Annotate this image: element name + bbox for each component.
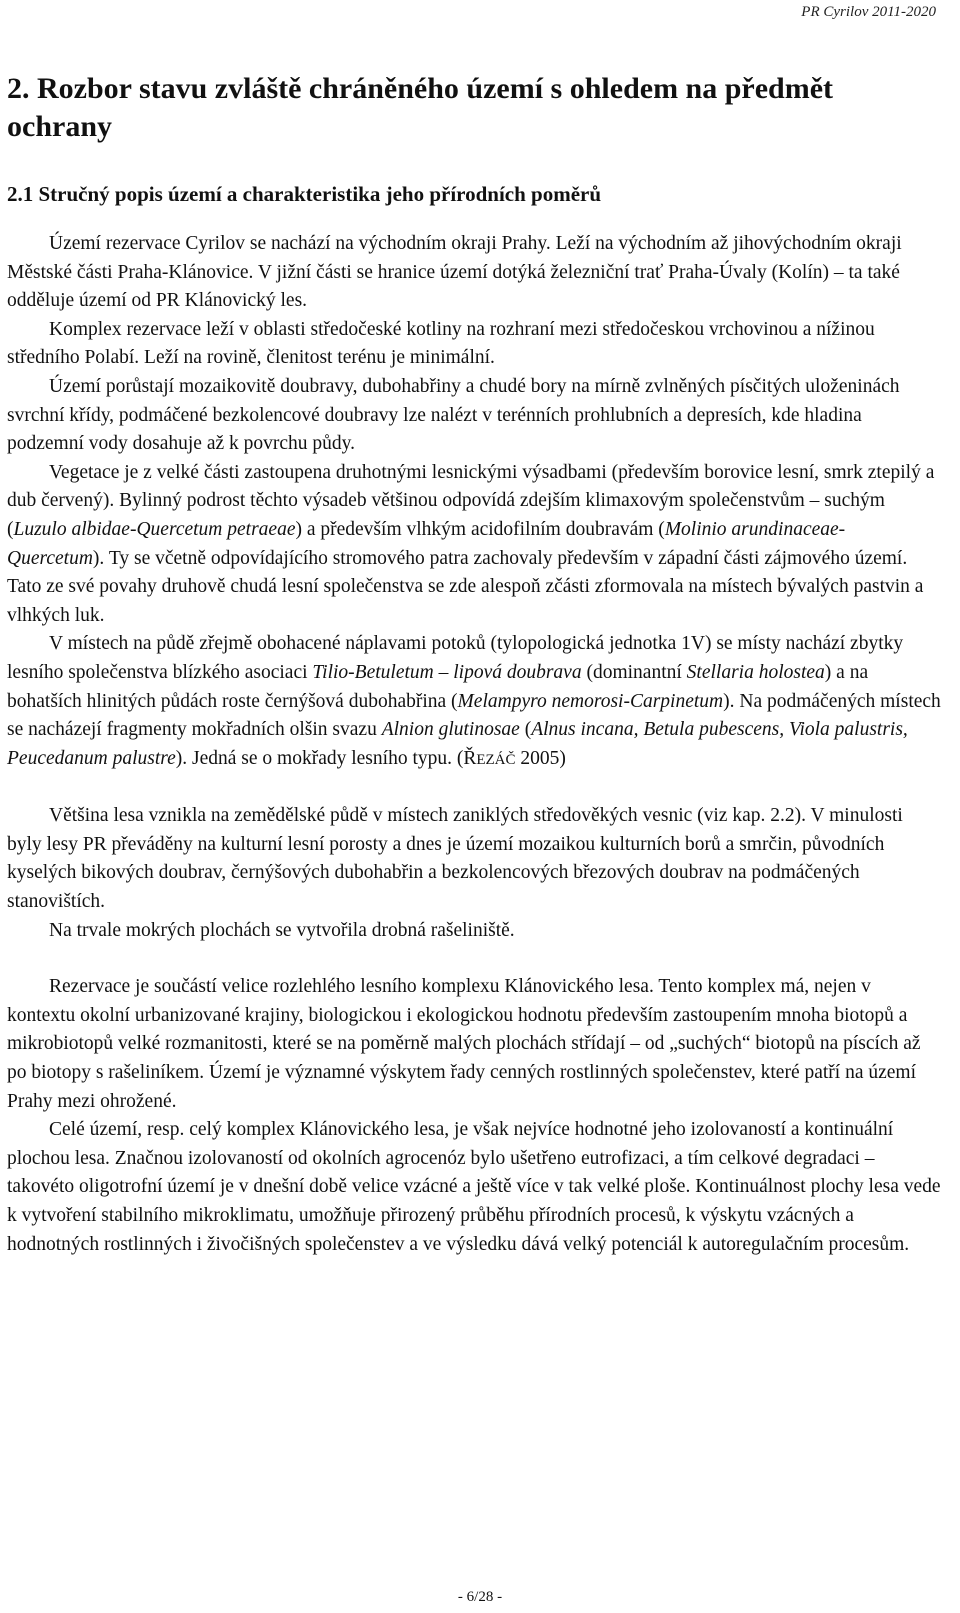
- page-number: - 6/28 -: [457, 1589, 503, 1605]
- text-run: (: [519, 719, 532, 741]
- text-run: ). Ty se včetně odpovídajícího stromového patra zachovaly především v západní části zájmového území. Tato ze své povahy druhově chudá lesní společenstva se zde alespoň zčásti zformovala na místech bývalých pastvin a vlhkých luk.: [7, 547, 924, 626]
- paragraph-forest-types: Území porůstají mozaikovitě doubravy, dubohabřiny a chudé bory na mírně zvlněných písčitých uloženinách svrchní křídy, podmáčené bezkolencové doubravy lze nalézt v terénních prohlubních a depresích, kde hladina podzemní vody dosahuje až k povrchu půdy.: [7, 375, 900, 455]
- text-run: ) a především vlhkým acidofilním doubravám (: [295, 518, 665, 540]
- chapter-heading: 2. Rozbor stavu zvláště chráněného území s ohledem na předmět ochrany: [7, 72, 834, 143]
- paragraph-history: Většina lesa vznikla na zemědělské půdě v místech zaniklých středověkých vesnic (viz kap. 2.2). V minulosti byly lesy PR převáděny na kulturní lesní porosty a dnes je území mozaikou kulturních borů a smrčin, původních kyselých bikových doubrav, černýšových dubohabřin a bezkolencových březových doubrav na podmáčených stanovištích.: [7, 805, 903, 913]
- running-header: PR Cyrilov 2011-2020: [801, 4, 936, 20]
- paragraph-isolation-value: Celé území, resp. celý komplex Klánovického lesa, je však nejvíce hodnotné jeho izolovaností a kontinuální plochou lesa. Značnou izolovaností od okolních agrocenóz bylo ušetřeno eutrofizaci, a tím celkové degradaci – takovéto oligotrofní území je v dnešní době velice vzácné a ještě více v tak velké ploše. Kontinuálnost plochy lesa vede k vytvoření stabilního mikroklimatu, umožňuje přirozený průběhu přírodních procesů, k výskytu vzácných a hodnotných rostlinných i živočišných společenstev a ve výsledku dává velký potenciál k autoregulačním procesům.: [7, 1119, 941, 1255]
- text-run: V místech na půdě zřejmě obohacené náplavami potoků (tylopologická jednotka 1V) se místy nachází zbytky lesního společenstva blízkého asociaci: [7, 633, 904, 683]
- paragraph-geomorphology: Komplex rezervace leží v oblasti středočeské kotliny na rozhraní mezi středočeskou vrchovinou a nížinou středního Polabí. Leží na rovině, členitost terénu je minimální.: [7, 318, 875, 369]
- species-name: Alnus incana, Betula pubescens, Viola palustris, Peucedanum palustre: [7, 719, 908, 769]
- paragraph-peat-bogs: Na trvale mokrých plochách se vytvořila drobná rašeliniště.: [49, 919, 515, 941]
- text-run: Vegetace je z velké části zastoupena druhotnými lesnickými výsadbami (především borovice lesní, smrk ztepilý a dub červený). Bylinný podrost těchto výsadeb většinou odpovídá zdejším klimaxovým společenstvům – suchým (: [7, 461, 935, 540]
- text-run: ). Na podmáčených místech se nacházejí fragmenty mokřadních olšin svazu: [7, 690, 941, 741]
- paragraph-vegetation: [7, 459, 942, 631]
- species-name: Tilio-Betuletum – lipová doubrava: [312, 661, 582, 683]
- species-name: Molinio arundinaceae-Quercetum: [7, 518, 846, 569]
- paragraph-forest-complex: Rezervace je součástí velice rozlehlého lesního komplexu Klánovického lesa. Tento komplex má, nejen v kontextu okolní urbanizované krajiny, biologickou i ekologickou hodnotu především zastoupením mnoha biotopů a mikrobiotopů velké rozmanitosti, které se na poměrně malých plochách střídají – od „suchých“ biotopů na píscích až po biotopy s rašeliníkem. Území je významné výskytem řady cenných rostlinných společenstev, které patří na území Prahy mezi ohrožené.: [7, 976, 921, 1112]
- paragraph-location: Území rezervace Cyrilov se nachází na východním okraji Prahy. Leží na východním až jihovýchodním okraji Městské části Praha-Klánovice. V jižní části se hranice území dotýká železniční trať Praha-Úvaly (Kolín) – ta také odděluje území od PR Klánovický les.: [7, 233, 902, 312]
- section-heading: 2.1 Stručný popis území a charakteristika jeho přírodních poměrů: [7, 182, 602, 206]
- text-run: ). Jedná se o mokřady lesního typu. (Ř: [175, 747, 477, 769]
- text-run: 2005): [515, 747, 566, 769]
- text-run: (dominantní: [581, 661, 687, 683]
- species-name: Alnion glutinosae: [381, 719, 520, 741]
- species-name: Luzulo albidae-Quercetum petraeae: [13, 518, 296, 540]
- paragraph-plant-communities: [7, 630, 942, 774]
- text-run: ) a na bohatších hlinitých půdách roste černýšová dubohabřina (: [7, 661, 869, 712]
- species-name: Melampyro nemorosi-Carpinetum: [457, 690, 724, 712]
- citation-author: EZÁČ: [476, 751, 516, 768]
- species-name: Stellaria holostea: [686, 661, 825, 683]
- body-text: [7, 230, 942, 1259]
